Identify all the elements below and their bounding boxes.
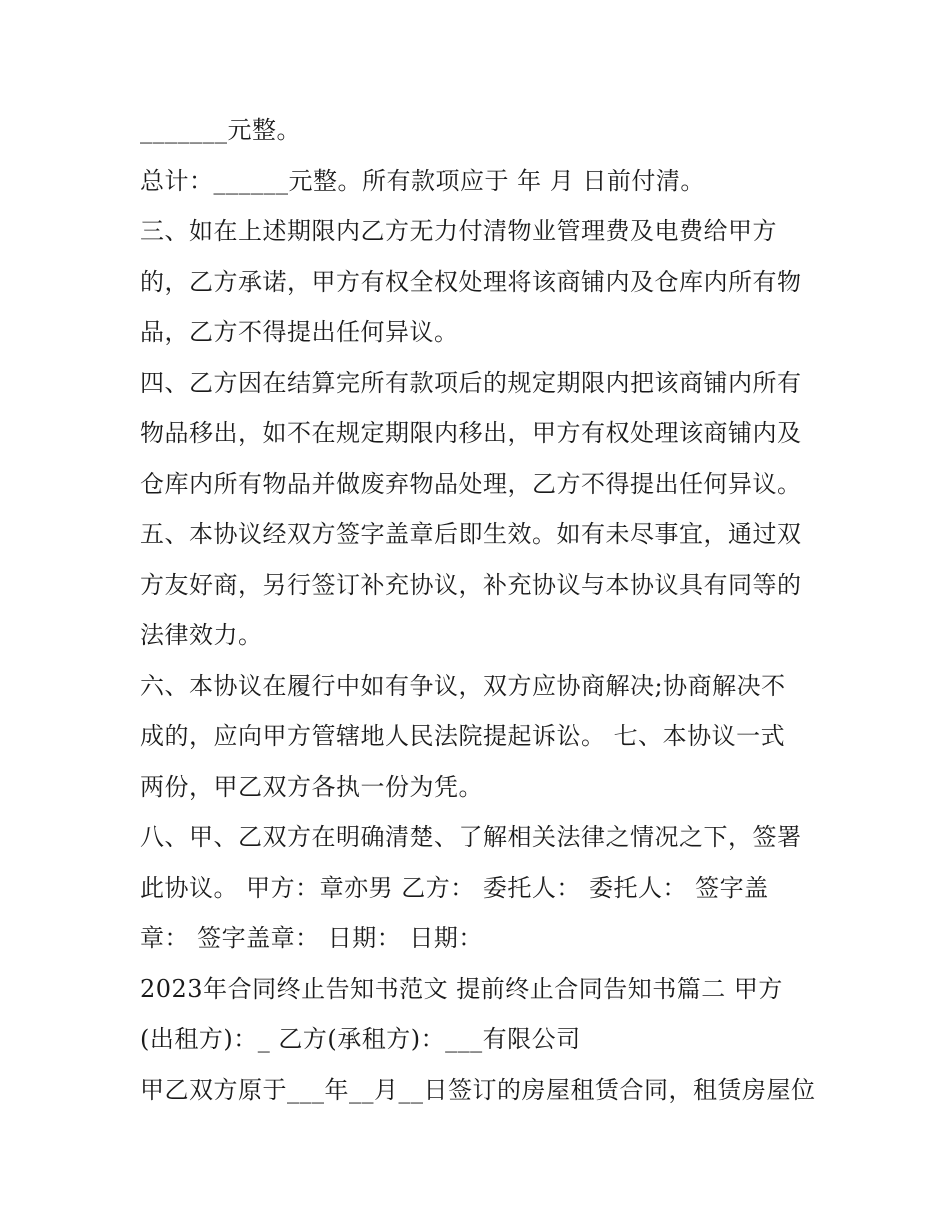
text-line: 四、乙方因在结算完所有款项后的规定期限内把该商铺内所有 bbox=[140, 369, 802, 397]
text-line: 成的，应向甲方管辖地人民法院提起诉讼。 七、本协议一式 bbox=[140, 722, 786, 750]
text-line: 三、如在上述期限内乙方无力付清物业管理费及电费给甲方 bbox=[140, 217, 777, 245]
text-line: 两份，甲乙双方各执一份为凭。 bbox=[140, 773, 483, 801]
text-line: 2023年合同终止告知书范文 提前终止合同告知书篇二 甲方 bbox=[140, 975, 783, 1003]
text-line: 五、本协议经双方签字盖章后即生效。如有未尽事宜，通过双 bbox=[140, 520, 802, 548]
text-line: 品，乙方不得提出任何异议。 bbox=[140, 318, 459, 346]
text-line: 物品移出，如不在规定期限内移出，甲方有权处理该商铺内及 bbox=[140, 419, 802, 447]
text-line: 总计：______元整。所有款项应于 年 月 日前付清。 bbox=[140, 167, 705, 195]
text-line: 章： 签字盖章： 日期： 日期： bbox=[140, 924, 483, 952]
text-line: 仓库内所有物品并做废弃物品处理，乙方不得提出任何异议。 bbox=[140, 470, 802, 498]
text-line: 甲乙双方原于___年__月__日签订的房屋租赁合同，租赁房屋位 bbox=[140, 1076, 816, 1104]
text-line: 六、本协议在履行中如有争议，双方应协商解决;协商解决不 bbox=[140, 672, 786, 700]
text-line: 此协议。 甲方：章亦男 乙方： 委托人： 委托人： 签字盖 bbox=[140, 874, 769, 902]
text-line: (出租方)：_ 乙方(承租方)：___有限公司 bbox=[140, 1025, 581, 1053]
text-line: 的，乙方承诺，甲方有权全权处理将该商铺内及仓库内所有物 bbox=[140, 268, 802, 296]
text-line: _______元整。 bbox=[140, 116, 301, 144]
text-line: 八、甲、乙双方在明确清楚、了解相关法律之情况之下，签署 bbox=[140, 823, 802, 851]
text-line: 方友好商，另行签订补充协议，补充协议与本协议具有同等的 bbox=[140, 571, 802, 599]
text-line: 法律效力。 bbox=[140, 621, 263, 649]
